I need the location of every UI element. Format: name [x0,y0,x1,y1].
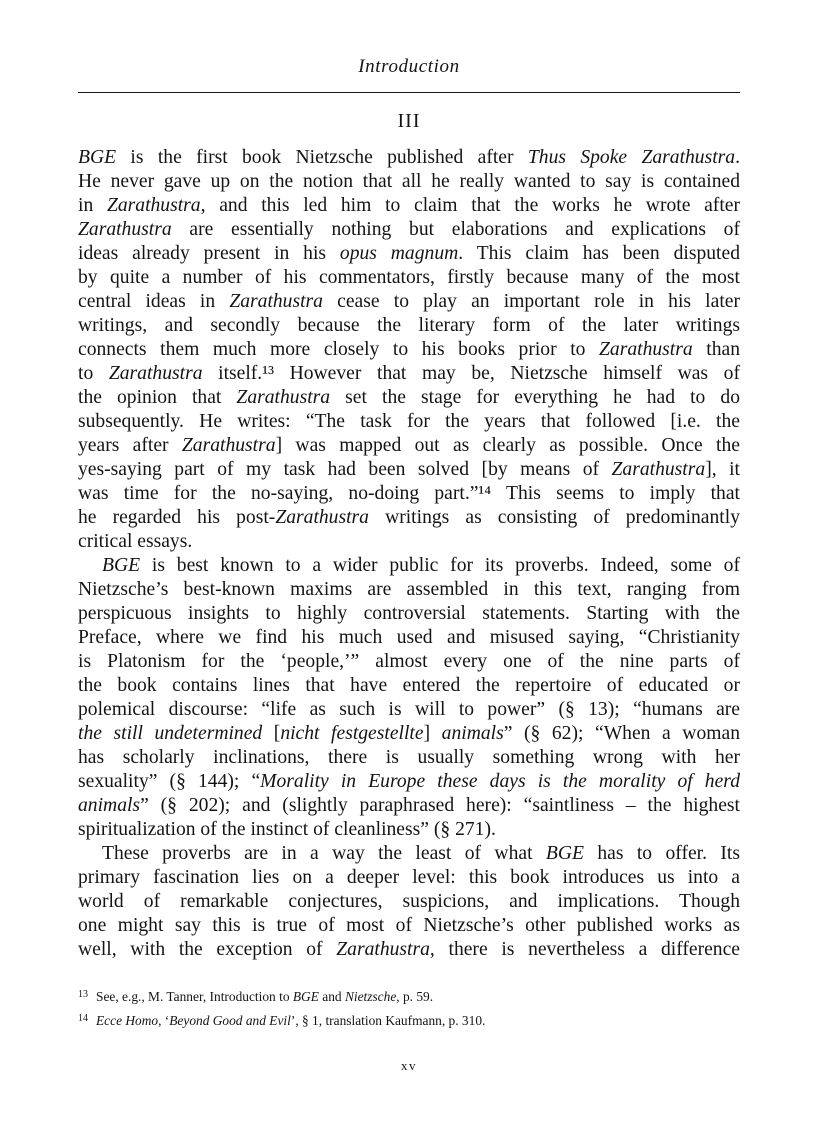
text-line: years after Zarathustra] was mapped out as clearly as possible. Once the [78,435,740,456]
text-line: primary fascination lies on a deeper level: this book introduces us into a [78,867,740,888]
text-line: the book contains lines that have entered the repertoire of educated or [78,675,740,696]
body-text [78,146,740,962]
footnote-text: Ecce Homo, ‘Beyond Good and Evil’, § 1, translation Kaufmann, p. 310. [96,1013,486,1028]
footnote-number: 14 [78,1013,88,1024]
text-line: These proverbs are in a way the least of what BGE has to offer. Its [102,843,740,864]
text-line: animals” (§ 202); and (slightly paraphrased here): “saintliness – the highest [78,795,740,816]
text-line: sexuality” (§ 144); “Morality in Europe these days is the morality of herd [78,771,740,792]
section-title: III [397,110,421,132]
text-line: Preface, where we find his much used and misused saying, “Christianity [78,627,740,648]
text-line: world of remarkable conjectures, suspicions, and implications. Though [78,891,740,912]
text-line: connects them much more closely to his books prior to Zarathustra than [78,339,740,360]
text-line: has scholarly inclinations, there is usually something wrong with her [78,747,740,768]
text-line: subsequently. He writes: “The task for the years that followed [i.e. the [78,411,740,432]
text-line: is Platonism for the ‘people,’” almost every one of the nine parts of [78,651,740,672]
text-line: in Zarathustra, and this led him to claim that the works he wrote after [78,195,740,216]
text-line: the opinion that Zarathustra set the stage for everything he had to do [78,387,740,408]
text-line: to Zarathustra itself.¹³ However that may be, Nietzsche himself was of [78,363,740,384]
text-line: Nietzsche’s best-known maxims are assembled in this text, ranging from [78,579,740,600]
text-line: he regarded his post-Zarathustra writings as consisting of predominantly [78,507,740,528]
page-number: xv [401,1058,417,1073]
text-line: the still undetermined [nicht festgestellte] animals” (§ 62); “When a woman [78,723,740,744]
text-line: well, with the exception of Zarathustra, there is nevertheless a difference [78,939,740,960]
footnotes [78,985,740,1033]
text-line: Zarathustra are essentially nothing but elaborations and explications of [78,219,740,240]
text-line: one might say this is true of most of Nietzsche’s other published works as [78,915,740,936]
text-line: central ideas in Zarathustra cease to play an important role in his later [78,291,740,312]
text-line: perspicuous insights to highly controversial statements. Starting with the [78,603,740,624]
text-line: spiritualization of the instinct of cleanliness” (§ 271). [78,819,496,840]
footnote-text: See, e.g., M. Tanner, Introduction to BGE and Nietzsche, p. 59. [96,989,434,1004]
text-line: by quite a number of his commentators, firstly because many of the most [78,267,740,288]
text-line: He never gave up on the notion that all he really wanted to say is contained [78,171,740,192]
text-line: BGE is best known to a wider public for its proverbs. Indeed, some of [102,555,740,576]
footnote [78,1009,740,1033]
footnote [78,985,740,1009]
running-head: Introduction [358,56,460,77]
text-line: writings, and secondly because the literary form of the later writings [78,315,740,336]
text-line: BGE is the first book Nietzsche published after Thus Spoke Zarathustra. [78,147,740,168]
footnote-number: 13 [78,989,88,1000]
text-line: polemical discourse: “life as such is will to power” (§ 13); “humans are [78,699,740,720]
text-line: critical essays. [78,531,193,552]
text-line: yes-saying part of my task had been solved [by means of Zarathustra], it [78,459,740,480]
text-line: ideas already present in his opus magnum. This claim has been disputed [78,243,740,264]
text-line: was time for the no-saying, no-doing part.”¹⁴ This seems to imply that [78,483,740,504]
header-rule [78,92,740,93]
